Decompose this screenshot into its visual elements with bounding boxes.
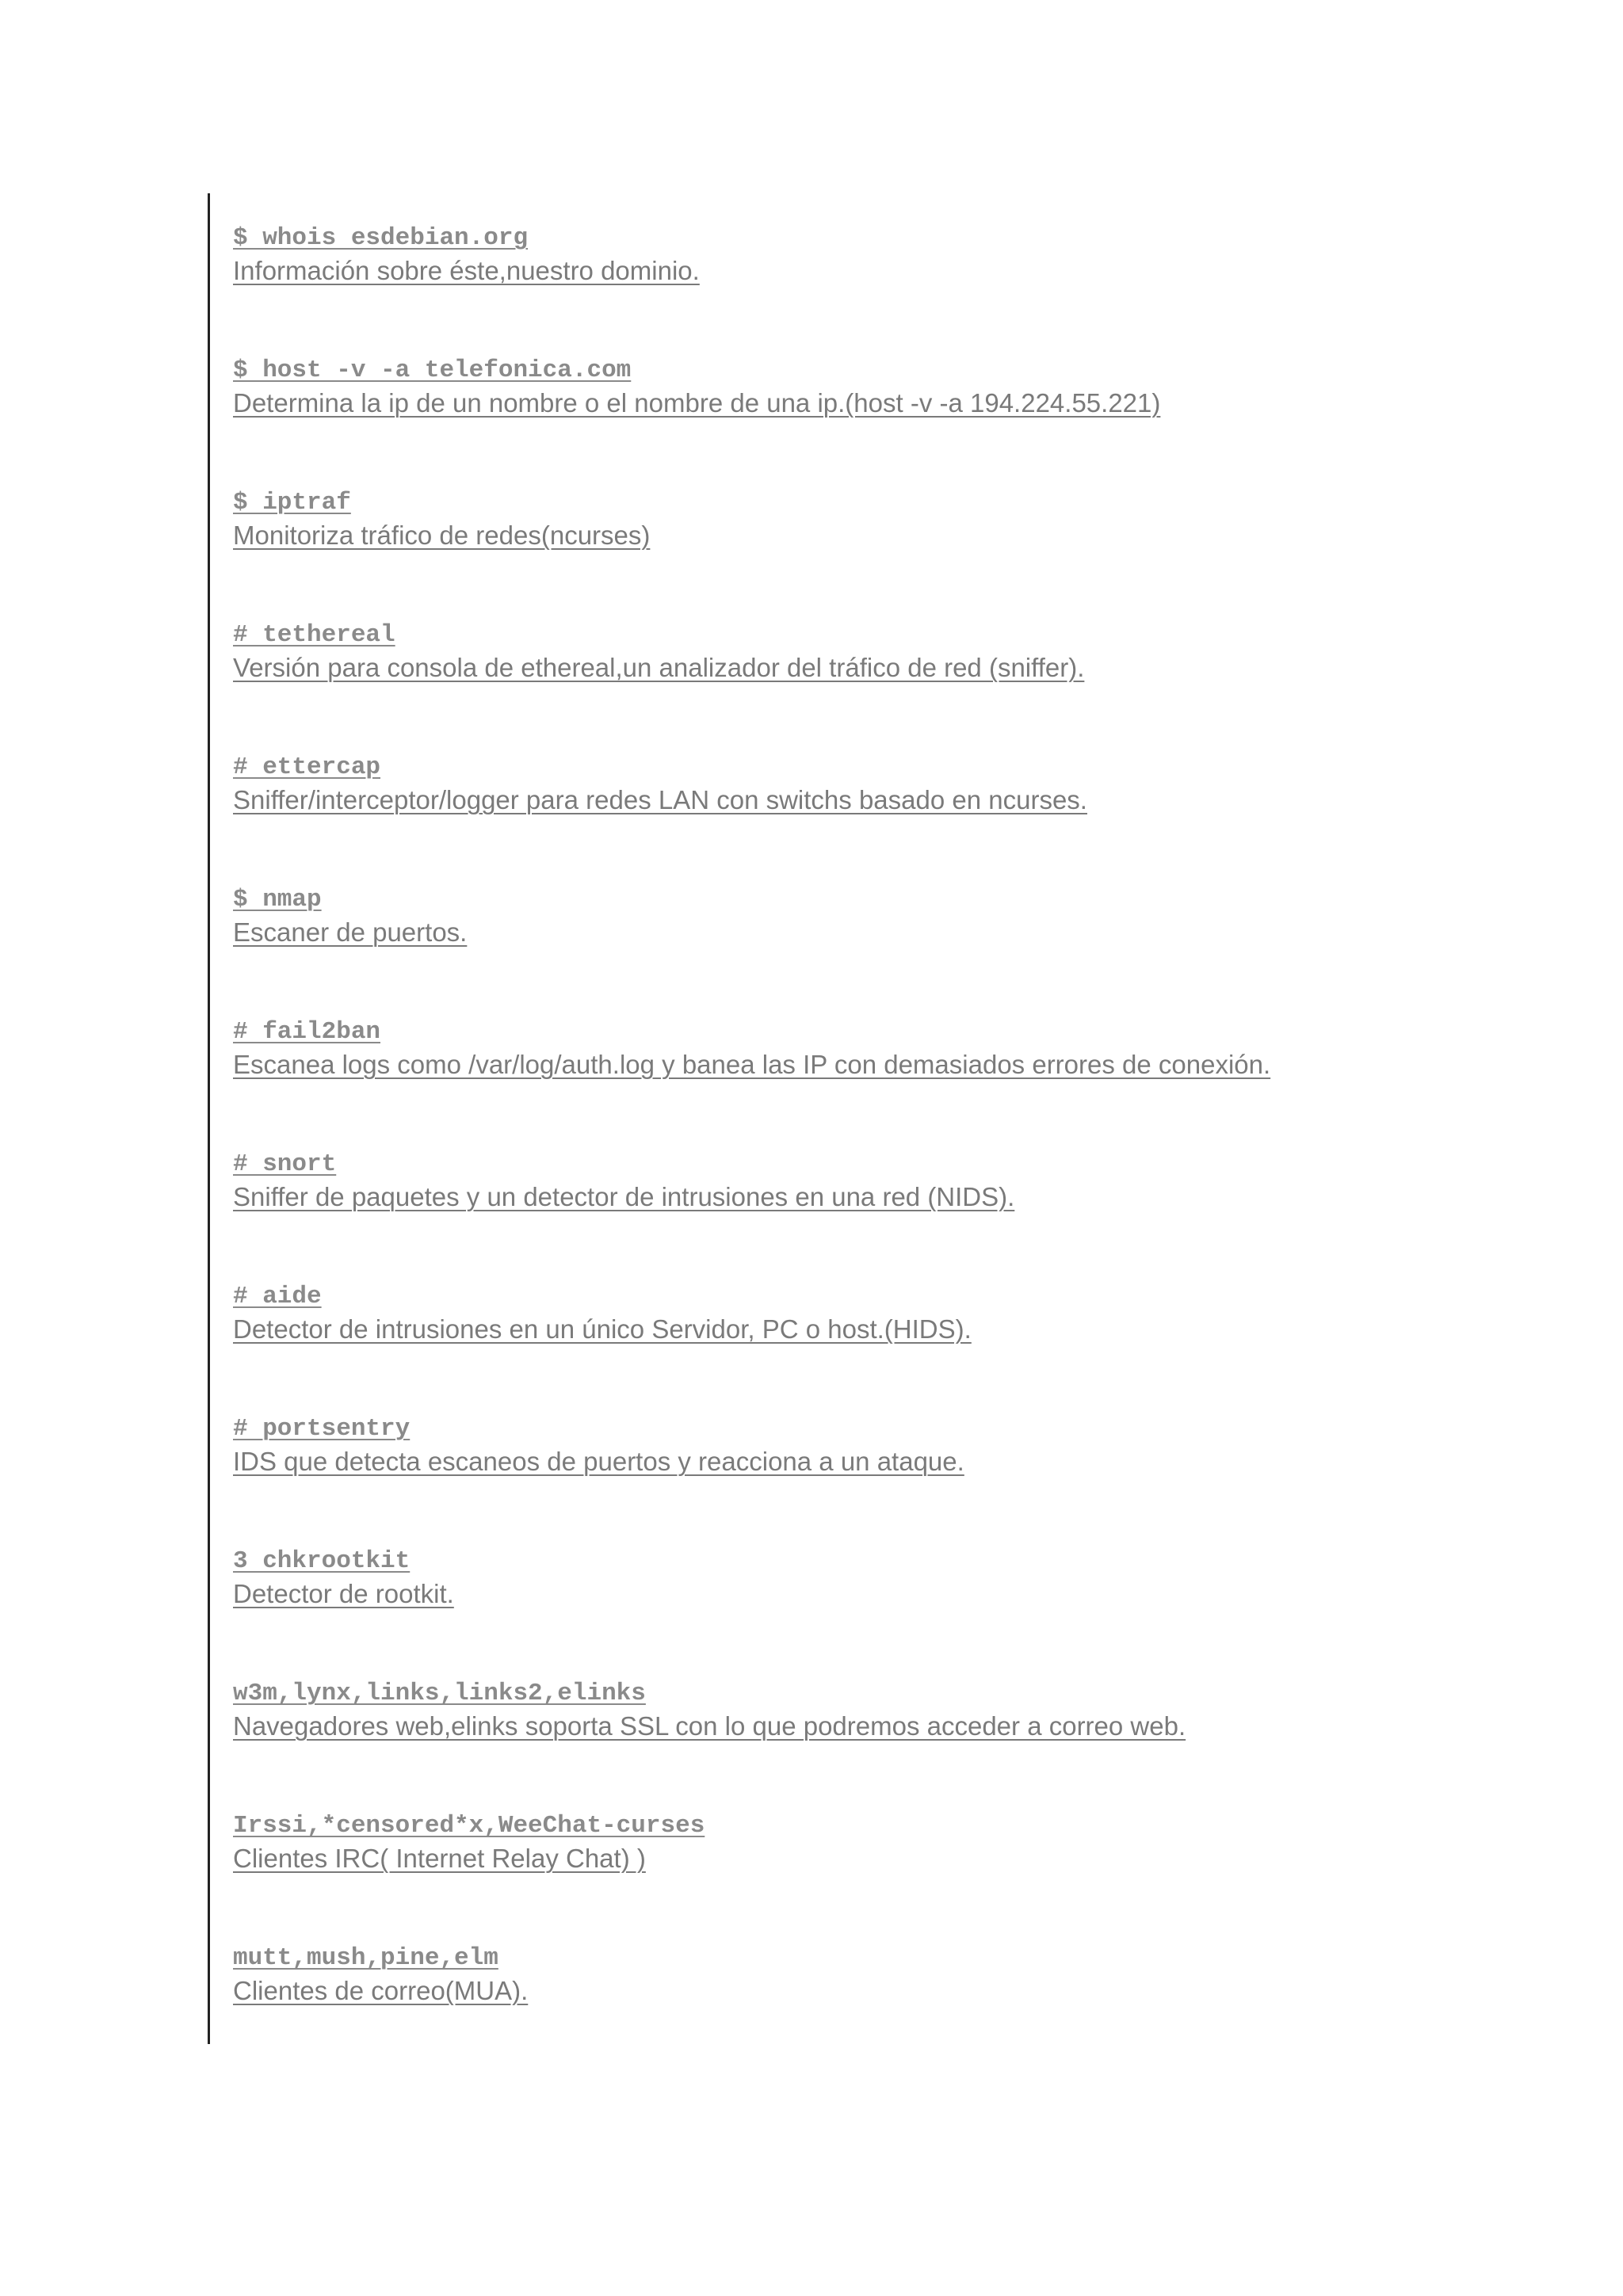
command-text: # aide (233, 1283, 322, 1310)
command-entry (233, 1810, 1580, 1942)
command-entry (233, 1545, 1580, 1677)
command-entry (233, 1280, 1580, 1413)
command-text: $ nmap (233, 886, 322, 913)
command-text: mutt,mush,pine,elm (233, 1944, 498, 1972)
command-text: # fail2ban (233, 1018, 381, 1046)
command-text: $ iptraf (233, 489, 351, 517)
command-description: Escanea logs como /var/log/auth.log y banea las IP con demasiados errores de conexión. (233, 1050, 1271, 1079)
command-entry (233, 486, 1580, 619)
command-description: Detector de rootkit. (233, 1579, 454, 1608)
command-entry (233, 1413, 1580, 1545)
command-text: $ host -v -a telefonica.com (233, 357, 632, 384)
command-entry (233, 883, 1580, 1016)
command-text: # portsentry (233, 1415, 411, 1443)
command-entry (233, 751, 1580, 883)
command-text: # snort (233, 1150, 337, 1178)
command-text: 3 chkrootkit (233, 1547, 411, 1575)
command-description: Determina la ip de un nombre o el nombre de una ip.(host -v -a 194.224.55.221) (233, 388, 1161, 418)
command-description: IDS que detecta escaneos de puertos y reacciona a un ataque. (233, 1447, 964, 1476)
command-description: Clientes IRC( Internet Relay Chat) ) (233, 1844, 646, 1873)
command-entry (233, 1677, 1580, 1810)
command-text: $ whois esdebian.org (233, 224, 529, 252)
command-entry (233, 354, 1580, 486)
command-entry (233, 1148, 1580, 1280)
command-entry (233, 619, 1580, 751)
command-description: Escaner de puertos. (233, 917, 468, 947)
command-description: Navegadores web,elinks soporta SSL con lo que podremos acceder a correo web. (233, 1711, 1186, 1741)
command-description: Información sobre éste,nuestro dominio. (233, 256, 700, 285)
command-description: Sniffer de paquetes y un detector de intrusiones en una red (NIDS). (233, 1182, 1015, 1211)
command-list (233, 222, 1580, 2074)
command-description: Sniffer/interceptor/logger para redes LAN con switchs basado en ncurses. (233, 785, 1087, 814)
command-entry (233, 1942, 1580, 2074)
command-entry (233, 222, 1580, 354)
command-text: # tethereal (233, 621, 395, 649)
command-description: Versión para consola de ethereal,un analizador del tráfico de red (sniffer). (233, 653, 1085, 682)
command-text: # ettercap (233, 753, 381, 781)
left-margin-rule (208, 193, 210, 2044)
command-text: w3m,lynx,links,links2,elinks (233, 1680, 646, 1707)
command-description: Clientes de correo(MUA). (233, 1976, 529, 2005)
command-entry (233, 1016, 1580, 1148)
command-description: Monitoriza tráfico de redes(ncurses) (233, 521, 651, 550)
command-description: Detector de intrusiones en un único Servidor, PC o host.(HIDS). (233, 1314, 972, 1344)
command-text: Irssi,*censored*x,WeeChat-curses (233, 1812, 705, 1840)
